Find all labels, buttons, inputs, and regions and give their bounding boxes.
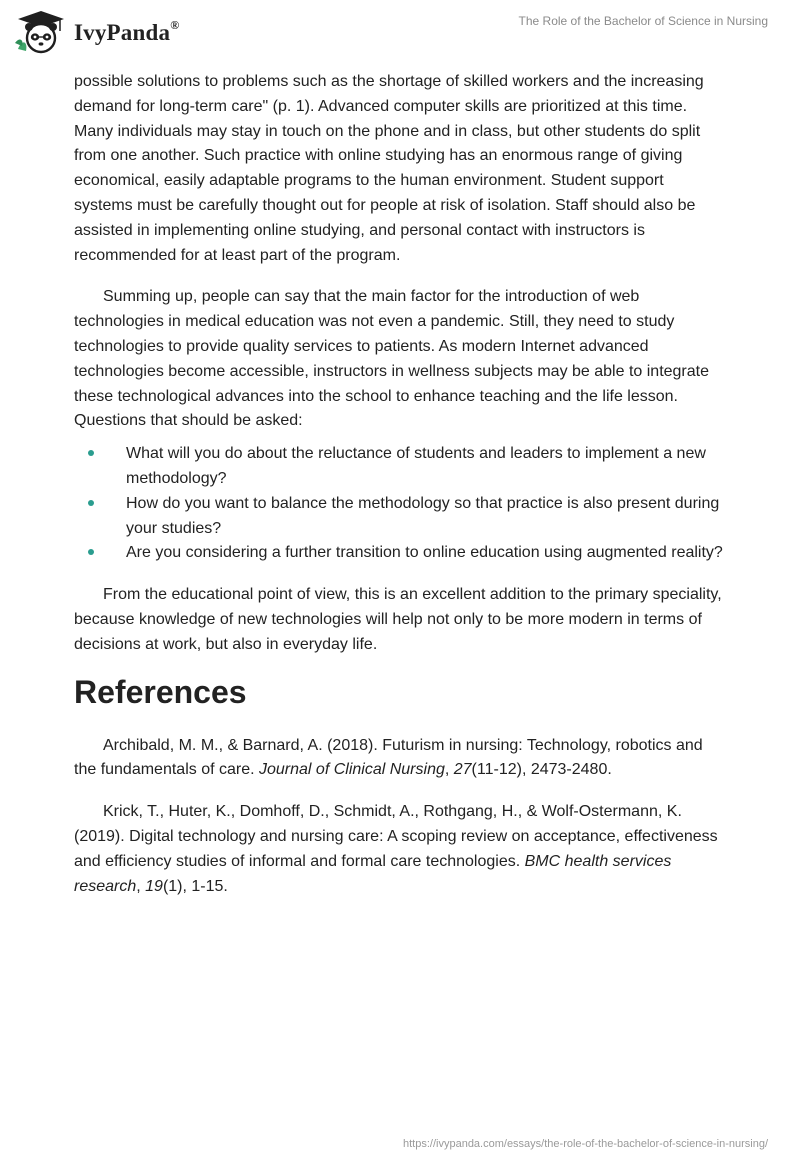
running-title: The Role of the Bachelor of Science in Nursing	[518, 14, 768, 28]
page-header	[0, 0, 800, 66]
bullet-icon	[88, 500, 94, 506]
essay-content	[74, 70, 726, 916]
paragraph-continuation: possible solutions to problems such as the shortage of skilled workers and the increasing demand for long-term care" (p. 1). Advanced computer skills are prioritized at this time. Many individuals may stay in touch on the phone and in class, but other students do split from one another. Such practice with online studying has an enormous range of giving economical, easily adaptable programs to the human environment. Student support systems must be carefully thought out for people at risk of isolation. Staff should also be assisted in implementing online studying, and personal contact with instructors is recommended for at least part of the program.	[74, 73, 704, 264]
reference-entry: Krick, T., Huter, K., Domhoff, D., Schmidt, A., Rothgang, H., & Wolf-Ostermann, K. (2019). Digital technology and nursing care: A scoping review on acceptance, effectiveness and efficiency studies of informal and formal care technologies. BMC health services research, 19(1), 1-15.	[74, 803, 718, 895]
source-url[interactable]: https://ivypanda.com/essays/the-role-of-the-bachelor-of-science-in-nursing/	[403, 1138, 768, 1150]
questions-list	[74, 442, 726, 566]
list-item: What will you do about the reluctance of students and leaders to implement a new methodology?	[74, 442, 726, 492]
list-item: Are you considering a further transition to online education using augmented reality?	[74, 541, 726, 566]
paragraph-conclusion: From the educational point of view, this is an excellent addition to the primary speciality, because knowledge of new technologies will help not only to be more modern in terms of decisions at work, but also in everyday life.	[74, 586, 722, 653]
panda-mascot-icon	[14, 9, 68, 55]
bullet-icon	[88, 549, 94, 555]
paragraph-summary: Summing up, people can say that the main factor for the introduction of web technologies in medical education was not even a pandemic. Still, they need to study technologies to provide quality services to patients. As modern Internet advanced technologies become accessible, instructors in wellness subjects may be able to integrate these technological advances into the school to enhance teaching and the life lesson. Questions that should be asked:	[74, 288, 709, 430]
bullet-icon	[88, 450, 94, 456]
reference-entry: Archibald, M. M., & Barnard, A. (2018). Futurism in nursing: Technology, robotics and the fundamentals of care. Journal of Clinical Nursing, 27(11-12), 2473-2480.	[74, 736, 703, 779]
references-heading: References	[74, 673, 247, 710]
list-item: How do you want to balance the methodology so that practice is also present during your studies?	[74, 492, 726, 542]
brand-name: IvyPanda®	[74, 18, 180, 45]
ivypanda-logo[interactable]	[14, 8, 179, 56]
